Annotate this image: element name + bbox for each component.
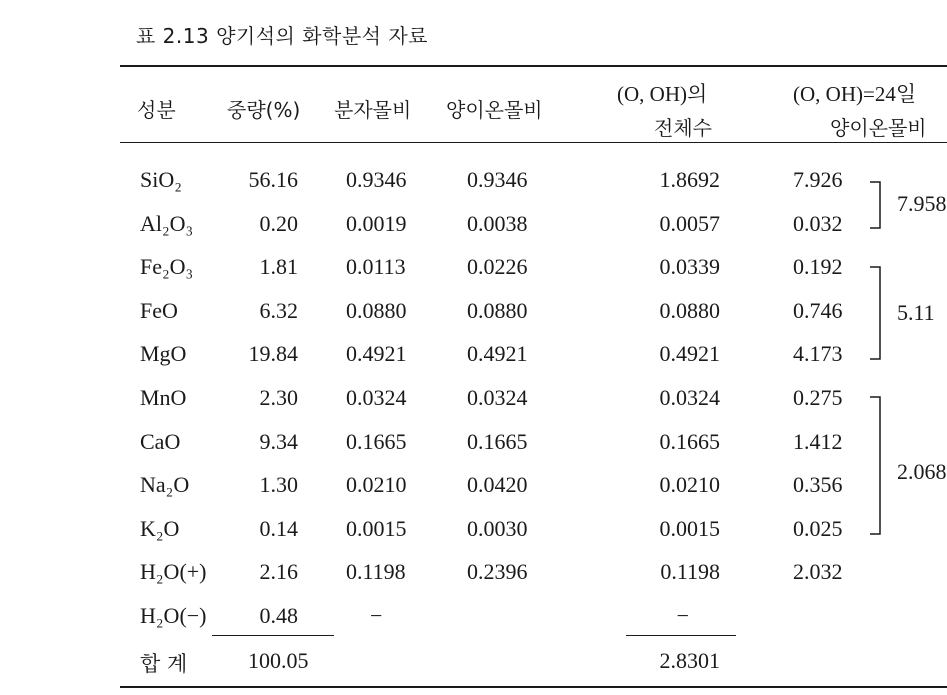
cation24-cell: 0.025 [793,515,843,541]
molar-ratio-cell: 0.0210 [346,472,407,498]
component-cell: MgO [140,341,187,367]
weight-cell: 19.84 [248,341,298,367]
oh-total-cell: 0.0339 [659,254,720,280]
molar-ratio-cell: 0.1198 [346,559,406,585]
oh-total-cell: 0.0324 [659,385,720,410]
component-cell: Na₂O [140,472,190,498]
bracket-group-2 [870,267,880,359]
cation-ratio-cell: 0.4921 [467,341,528,367]
molar-ratio-cell: 0.0113 [346,254,406,280]
cation-ratio-cell: 0.0880 [467,297,528,323]
cation24-cell: 0.746 [793,297,843,323]
oh-total-cell: 0.0880 [659,297,720,323]
molar-ratio-cell: 0.0015 [346,515,407,541]
oh-sum-line [626,635,736,636]
weight-cell: 2.16 [259,559,298,585]
table-top-rule [120,65,947,67]
weight-cell: 2.30 [259,385,298,410]
cation24-cell: 1.412 [793,428,843,454]
weight-cell: 0.48 [259,603,298,628]
molar-ratio-cell: 0.0880 [346,297,407,323]
group-total-3: 2.068 [897,459,947,484]
cation-ratio-cell: 0.1665 [467,428,528,454]
molar-ratio-cell: 0.1665 [346,428,407,454]
molar-ratio-cell: 0.9346 [346,167,407,192]
component-cell: CaO [140,428,181,454]
cation24-cell: 0.275 [793,385,843,410]
component-cell: H₂O(−) [140,603,207,628]
cation-ratio-cell: 0.0226 [467,254,528,280]
component-cell: H₂O(+) [140,559,207,585]
component-cell: SiO₂ [140,167,182,192]
oh-total-cell: 0.0015 [659,515,720,541]
table-header-rule [120,142,947,143]
group-brackets [862,170,902,590]
molar-ratio-cell: 0.0019 [346,210,407,236]
total-oh: 2.8301 [659,648,720,673]
header-oh-total-line1: (O, OH)의 [617,82,708,106]
cation-ratio-cell: 0.2396 [467,559,528,585]
component-cell: Fe₂O₃ [140,254,194,280]
weight-cell: 1.30 [259,472,298,498]
component-cell: Al₂O₃ [140,210,194,236]
header-cation24-line1: (O, OH)=24일 [793,82,917,106]
weight-cell: 6.32 [259,297,298,323]
oh-total-cell: 0.1665 [659,428,720,454]
cation-ratio-cell: 0.9346 [467,167,528,192]
cation24-cell: 7.926 [793,167,843,192]
component-cell: FeO [140,297,178,323]
weight-cell: 9.34 [259,428,298,454]
oh-total-cell: 0.1198 [660,559,720,585]
group-total-1: 7.958 [897,191,947,216]
cation-ratio-cell: 0.0420 [467,472,528,498]
cation24-cell: 4.173 [793,341,843,367]
weight-sum-line [212,635,334,636]
header-component: 성분 [137,98,176,122]
molar-ratio-cell: − [370,603,383,628]
cation-ratio-cell: 0.0324 [467,385,528,410]
molar-ratio-cell: 0.0324 [346,385,407,410]
weight-cell: 0.20 [259,210,298,236]
bracket-group-1 [870,182,880,228]
oh-total-cell: − [676,603,689,628]
weight-cell: 56.16 [248,167,298,192]
total-weight: 100.05 [248,648,309,673]
table-caption: 표 2.13 양기석의 화학분석 자료 [136,24,428,48]
cation-ratio-cell: 0.0030 [467,515,528,541]
component-cell: MnO [140,385,187,410]
molar-ratio-cell: 0.4921 [346,341,407,367]
cation-ratio-cell: 0.0038 [467,210,528,236]
weight-cell: 0.14 [259,515,298,541]
cation24-cell: 0.192 [793,254,843,280]
header-molar-ratio: 분자몰비 [334,98,412,122]
group-total-2: 5.11 [897,300,935,325]
cation24-cell: 0.032 [793,210,843,236]
cation24-cell: 0.356 [793,472,843,498]
cation24-cell: 2.032 [793,559,843,585]
table-bottom-rule [120,686,947,688]
oh-total-cell: 0.0210 [659,472,720,498]
bracket-group-3 [870,397,880,534]
header-cation-molar-ratio: 양이온몰비 [446,98,543,122]
total-label: 합 계 [140,652,188,676]
header-weight: 중량(%) [227,98,301,122]
component-cell: K₂O [140,515,180,541]
oh-total-cell: 0.0057 [659,210,720,236]
weight-cell: 1.81 [259,254,298,280]
oh-total-cell: 0.4921 [659,341,720,367]
header-cation24-line2: 양이온몰비 [830,116,927,140]
oh-total-cell: 1.8692 [659,167,720,192]
header-oh-total-line2: 전체수 [654,116,712,140]
